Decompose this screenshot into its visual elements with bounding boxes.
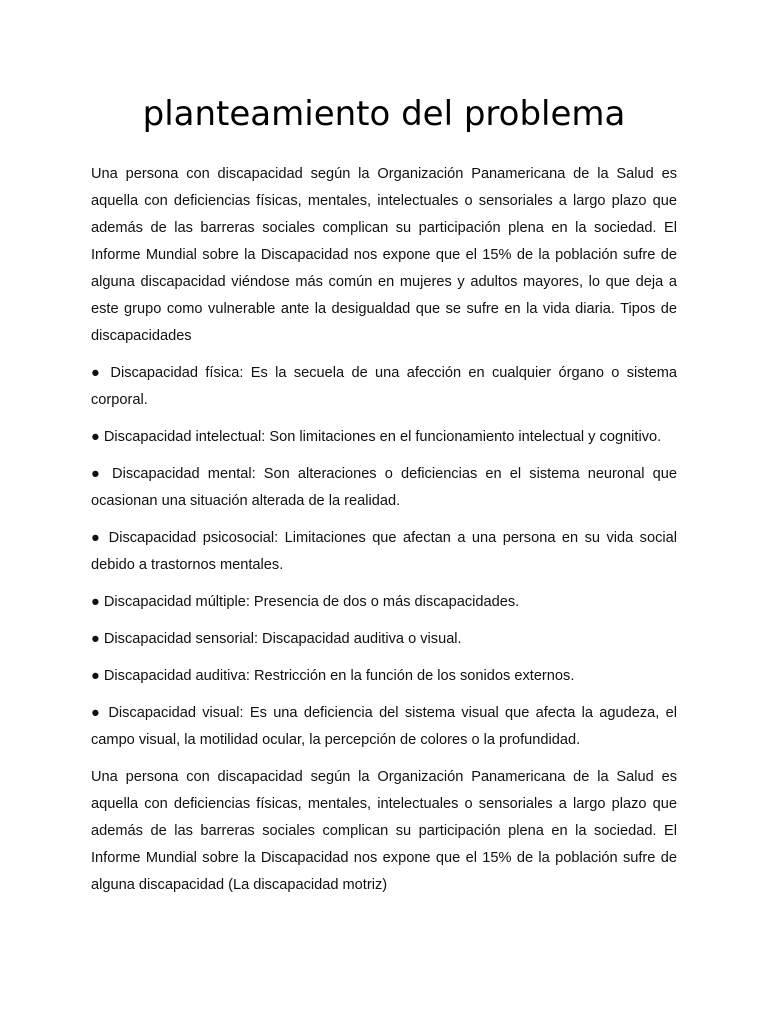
list-item-discapacidad-psicosocial: ● Discapacidad psicosocial: Limitaciones que afectan a una persona en su vida social debido a trastornos mentales. [91, 530, 677, 573]
document-body [91, 161, 677, 909]
list-item-discapacidad-visual: ● Discapacidad visual: Es una deficiencia del sistema visual que afecta la agudeza, el campo visual, la motilidad ocular, la percepción de colores o la profundidad. [91, 705, 677, 748]
list-item-discapacidad-mental: ● Discapacidad mental: Son alteraciones o deficiencias en el sistema neuronal que ocasionan una situación alterada de la realidad. [91, 466, 677, 509]
intro-paragraph: Una persona con discapacidad según la Organización Panamericana de la Salud es aquella con deficiencias físicas, mentales, intelectuales o sensoriales a largo plazo que además de las barreras sociales complican su participación plena en la sociedad. El Informe Mundial sobre la Discapacidad nos expone que el 15% de la población sufre de alguna discapacidad viéndose más común en mujeres y adultos mayores, lo que deja a este grupo como vulnerable ante la desigualdad que se sufre en la vida diaria. Tipos de discapacidades [91, 166, 677, 344]
list-item-discapacidad-multiple: ● Discapacidad múltiple: Presencia de dos o más discapacidades. [91, 594, 520, 610]
list-item-discapacidad-fisica: ● Discapacidad física: Es la secuela de una afección en cualquier órgano o sistema corporal. [91, 365, 677, 408]
page-title: planteamiento del problema [142, 94, 626, 134]
list-item-discapacidad-intelectual: ● Discapacidad intelectual: Son limitaciones en el funcionamiento intelectual y cognitivo. [91, 429, 662, 445]
list-item-discapacidad-auditiva: ● Discapacidad auditiva: Restricción en la función de los sonidos externos. [91, 668, 575, 684]
closing-paragraph: Una persona con discapacidad según la Organización Panamericana de la Salud es aquella con deficiencias físicas, mentales, intelectuales o sensoriales a largo plazo que además de las barreras sociales complican su participación plena en la sociedad. El Informe Mundial sobre la Discapacidad nos expone que el 15% de la población sufre de alguna discapacidad (La discapacidad motriz) [91, 769, 677, 893]
list-item-discapacidad-sensorial: ● Discapacidad sensorial: Discapacidad auditiva o visual. [91, 631, 462, 647]
